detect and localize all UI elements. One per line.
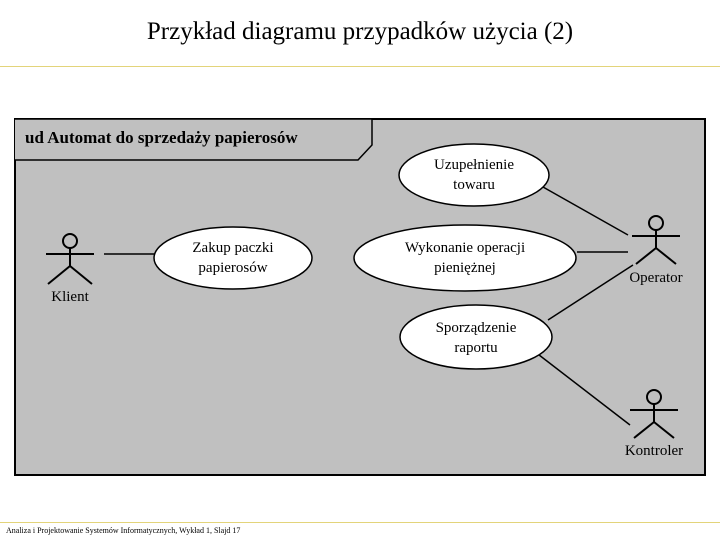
actor-kontroler-label: Kontroler xyxy=(624,443,684,459)
slide-footer: Analiza i Projektowanie Systemów Informatycznych, Wykład 1, Slajd 17 xyxy=(6,526,241,535)
use-case-wykonanie-label: Wykonanie operacji pieniężnej xyxy=(404,240,526,276)
use-case-uzupelnienie-label: Uzupełnienie towaru xyxy=(434,157,514,193)
system-frame xyxy=(15,119,705,475)
use-case-zakup-label: Zakup paczki papierosów xyxy=(192,240,274,276)
slide-title: Przykład diagramu przypadków użycia (2) xyxy=(146,18,574,45)
frame-label: ud Automat do sprzedaży papierosów xyxy=(25,128,298,147)
use-case-raport-label: Sporządzenie raportu xyxy=(435,320,517,356)
bottom-divider xyxy=(0,522,720,523)
actor-klient-label: Klient xyxy=(51,289,89,305)
actor-operator-label: Operator xyxy=(629,270,683,286)
